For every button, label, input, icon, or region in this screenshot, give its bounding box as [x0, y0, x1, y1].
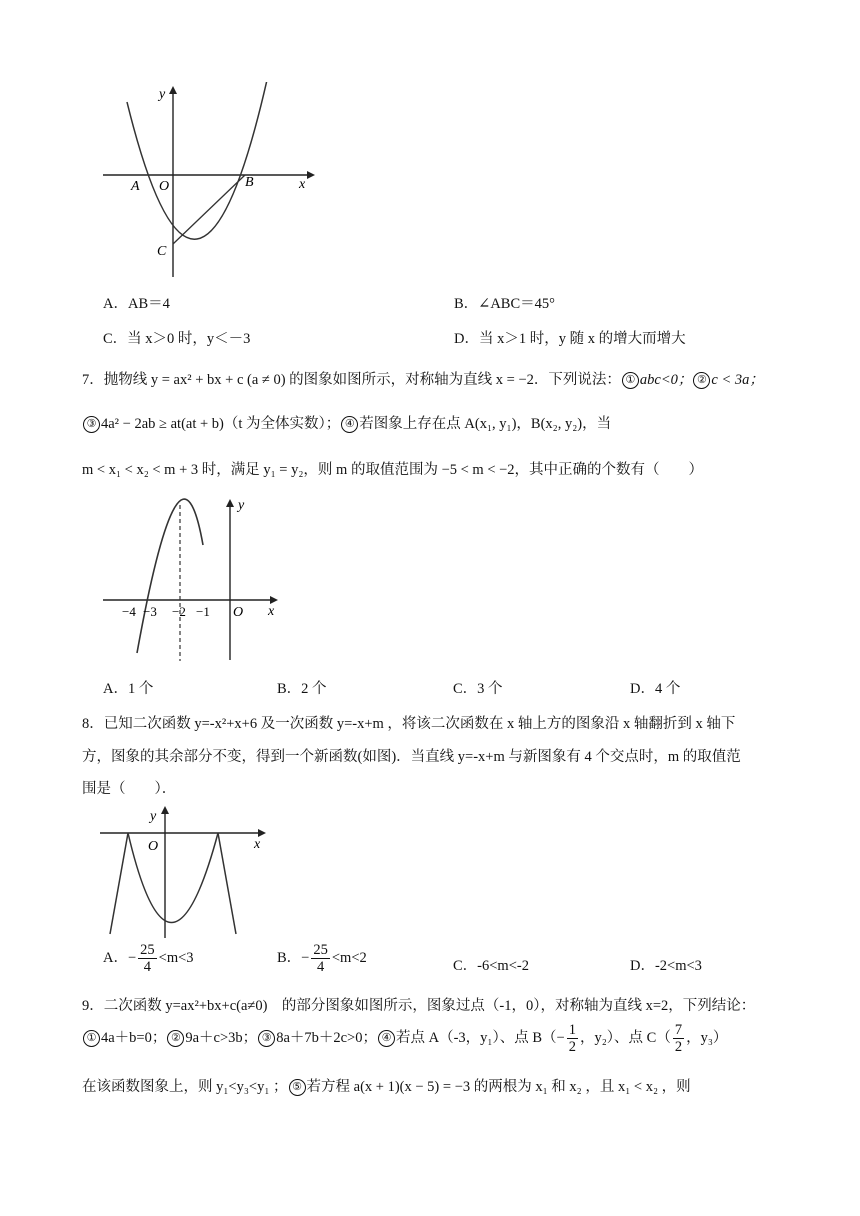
- q9-b-minus: −: [556, 1029, 565, 1046]
- figure-folded-parabola: [98, 800, 268, 940]
- q7-line-3: m < x₁ < x₂ < m + 3 时，满足 y₁ = y₂，则 m 的取值范围为 −5 < m < −2，其中正确的个数有（ ）: [82, 462, 704, 478]
- q7-s2: c < 3a；: [711, 372, 764, 388]
- q8-option-b-label: B．: [277, 949, 302, 966]
- q8-option-b-fraction: [311, 942, 330, 975]
- q7-option-b: B．2 个: [277, 681, 327, 697]
- q7-s4: 若图象上存在点 A(x₁, y₁)，B(x₂, y₂)，当: [359, 416, 612, 432]
- q8-option-d: D．-2<m<3: [630, 958, 702, 974]
- q9-line-1: 9．二次函数 y=ax²+bx+c(a≠0) 的部分图象如图所示，图象过点（-1，0），对称轴为直线 x=2，下列结论：: [82, 998, 756, 1014]
- q9-c-tail: ，y₃）: [686, 1029, 728, 1046]
- q6-option-d: D．当 x＞1 时，y 随 x 的增大而增大: [454, 331, 686, 347]
- q9-b-numerator: 1: [568, 1022, 576, 1038]
- fig3-y-label: y: [150, 809, 157, 824]
- q9-c5-number: ⑤: [289, 1079, 306, 1096]
- q8-option-a-label: A．: [103, 949, 128, 966]
- q9-c3: 8a＋7b＋2c>0；: [276, 1029, 377, 1046]
- q8-option-b-denominator: 4: [316, 959, 325, 975]
- q7-s1-number: ①: [622, 372, 639, 389]
- q9-c2-number: ②: [167, 1030, 184, 1047]
- q7-line-2: [82, 412, 611, 433]
- fig2-tick-minus1: −1: [196, 604, 210, 619]
- q8-option-a-minus: −: [127, 949, 137, 966]
- q9-c-denominator: 2: [674, 1039, 683, 1055]
- fig2-tick-minus3: −3: [143, 604, 157, 619]
- q9-c3-number: ③: [258, 1030, 275, 1047]
- fig2-tick-minus4: −4: [122, 604, 136, 619]
- q9-c4: 若点 A（-3，y₁）、点 B（: [396, 1029, 557, 1046]
- q9-b-fraction: [567, 1022, 578, 1055]
- q9-c-numerator: 7: [674, 1022, 683, 1038]
- q7-s4-number: ④: [341, 416, 358, 433]
- q8-line-3: 围是（ ）．: [82, 781, 177, 797]
- fig2-origin: O: [233, 605, 244, 620]
- q7-option-a: A．1 个: [103, 681, 154, 697]
- fig3-x-label: x: [254, 837, 261, 852]
- q6-option-b: B．∠ABC＝45°: [454, 296, 555, 312]
- q8-option-a-fraction: [138, 942, 157, 975]
- q8-option-a-range: <m<3: [158, 949, 194, 966]
- q8-option-c: C．-6<m<-2: [453, 958, 529, 974]
- fig1-origin: O: [159, 179, 170, 194]
- fig1-y-label: y: [159, 87, 166, 102]
- q9-c2: 9a＋c>3b；: [185, 1029, 258, 1046]
- q9-c1-number: ①: [83, 1030, 100, 1047]
- figure-parabola-axis-minus2: [98, 495, 283, 663]
- q9-c1: 4a＋b=0；: [101, 1029, 167, 1046]
- q8-option-a: [103, 942, 194, 975]
- fig1-point-a: A: [131, 179, 140, 194]
- q8-option-a-denominator: 4: [143, 959, 152, 975]
- q9-line-2: [82, 1022, 727, 1055]
- q7-s2-number: ②: [693, 372, 710, 389]
- q8-option-a-numerator: 25: [140, 942, 155, 958]
- q8-option-b-minus: −: [301, 949, 310, 966]
- q9-c5: 若方程 a(x + 1)(x − 5) = −3 的两根为 x₁ 和 x₂ ，且 x₁ < x₂ ，则: [306, 1079, 691, 1095]
- q8-option-b: [277, 942, 367, 975]
- fig1-x-label: x: [299, 177, 306, 192]
- q7-s1: abc<0；: [639, 372, 693, 388]
- q7-s3-number: ③: [83, 416, 100, 433]
- fig1-point-c: C: [157, 244, 167, 259]
- q9-c-fraction: [673, 1022, 684, 1055]
- q7-line-1: [82, 368, 764, 389]
- q7-s3: 4a² − 2ab ≥ at(at + b)（t 为全体实数）；: [101, 416, 341, 432]
- q6-option-c: C．当 x＞0 时，y＜－3: [103, 331, 251, 347]
- q8-option-b-range: <m<2: [331, 949, 367, 966]
- fig1-point-b: B: [245, 175, 254, 190]
- q8-line-1: 8．已知二次函数 y=-x²+x+6 及一次函数 y=-x+m ，将该二次函数在 x 轴上方的图象沿 x 轴翻折到 x 轴下: [82, 716, 736, 732]
- q9-line-3: [82, 1075, 691, 1096]
- fig2-y-label: y: [238, 498, 245, 513]
- q9-line-3a: 在该函数图象上，则 y₁<y₃<y₁ ；: [82, 1079, 288, 1095]
- q8-option-b-numerator: 25: [313, 942, 328, 958]
- q7-option-d: D．4 个: [630, 681, 681, 697]
- fig2-tick-minus2: −2: [172, 604, 186, 619]
- q9-b-denominator: 2: [568, 1039, 576, 1055]
- q9-b-tail: ，y₂）、点 C（: [579, 1029, 671, 1046]
- q7-intro: 7．抛物线 y = ax² + bx + c (a ≠ 0) 的图象如图所示，对称轴为直线 x = −2．下列说法：: [82, 372, 621, 388]
- fig2-x-label: x: [268, 604, 275, 619]
- q7-option-c: C．3 个: [453, 681, 503, 697]
- figure-parabola-abc: [95, 82, 320, 282]
- q6-option-a: A．AB＝4: [103, 296, 170, 312]
- fig3-origin: O: [148, 839, 159, 854]
- q8-line-2: 方，图象的其余部分不变，得到一个新函数(如图)．当直线 y=-x+m 与新图象有 4 个交点时，m 的取值范: [82, 749, 741, 765]
- q9-c4-number: ④: [378, 1030, 395, 1047]
